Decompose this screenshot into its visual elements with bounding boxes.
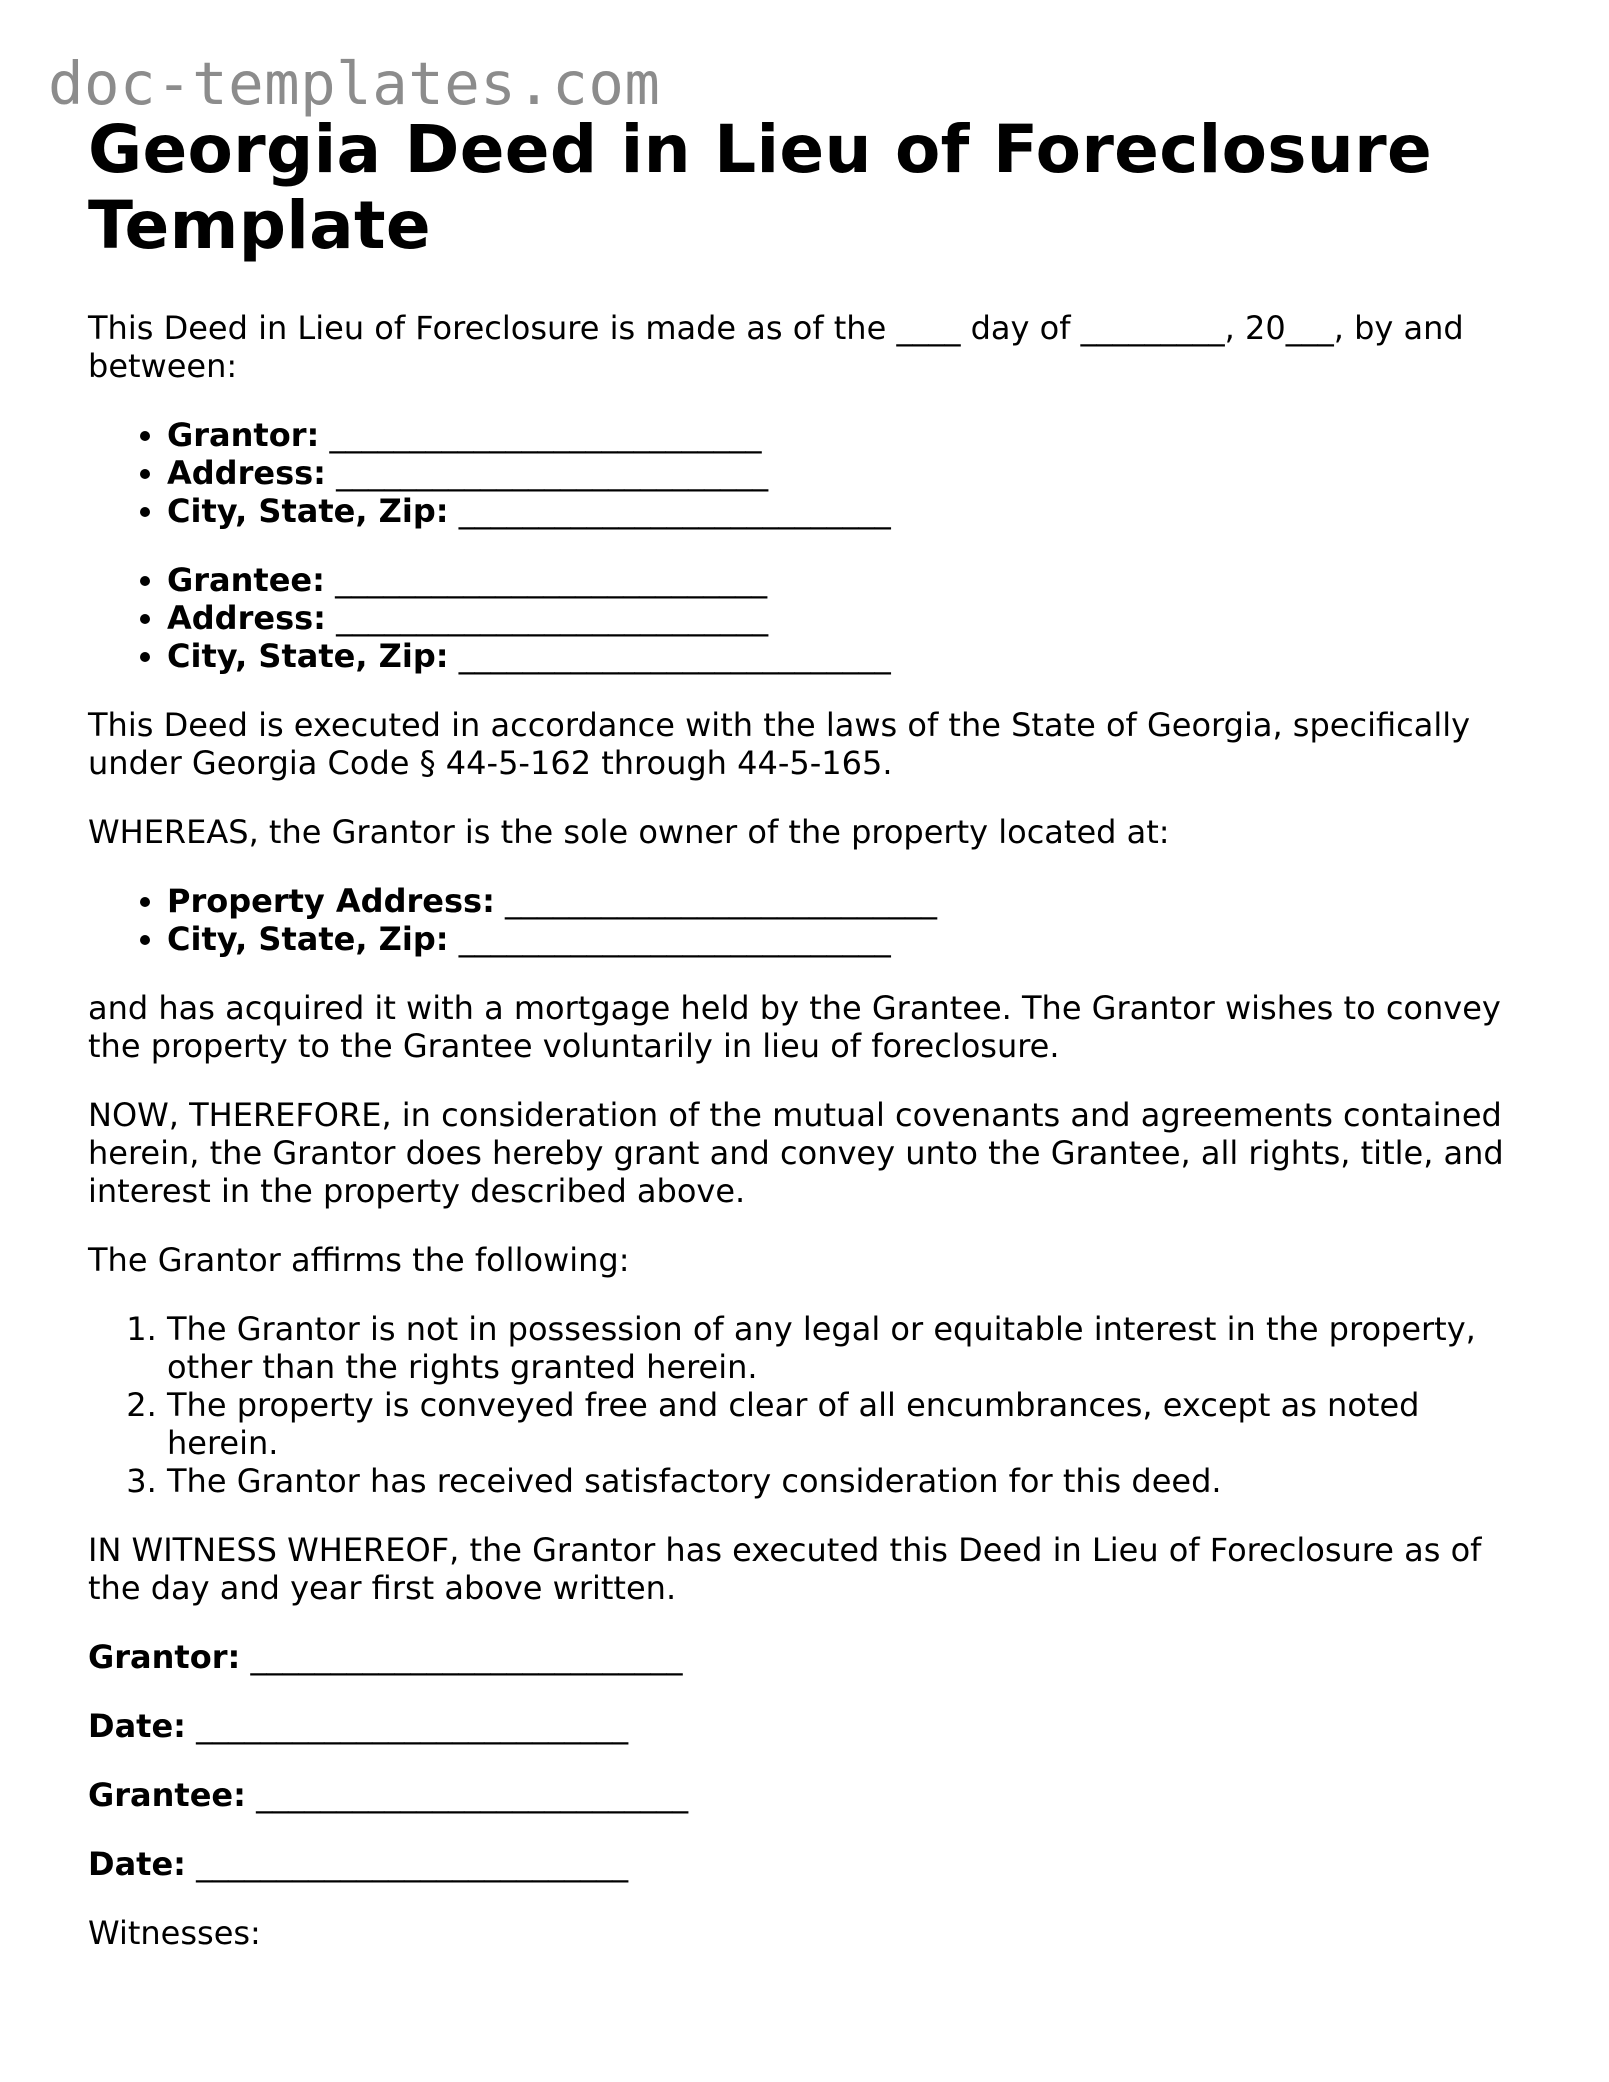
field-label: Grantor: (167, 416, 320, 454)
signature-blank: ___________________________ (250, 1638, 683, 1676)
field-blank: ___________________________ (458, 637, 891, 675)
intro-paragraph: This Deed in Lieu of Foreclosure is made as of the ____ day of _________, 20___, by and between: (88, 309, 1464, 385)
field-blank: ___________________________ (458, 920, 891, 958)
affirmation-item: 3. The Grantor has received satisfactory consideration for this deed. (167, 1462, 1528, 1500)
field-blank: ___________________________ (336, 599, 769, 637)
grantor-signature-line (88, 1638, 1528, 1676)
law-paragraph: This Deed is executed in accordance with the laws of the State of Georgia, specifically under Georgia Code § 44-5-162 through 44-5-165. (88, 706, 1471, 782)
signature-label: Grantor: (88, 1638, 241, 1676)
field-label: Property Address: (167, 882, 495, 920)
signature-label: Date: (88, 1707, 186, 1745)
grantee-signature-line (88, 1776, 1528, 1814)
affirmation-item: 1. The Grantor is not in possession of any legal or equitable interest in the property, other than the rights granted herein. (167, 1310, 1528, 1386)
signature-blank: ___________________________ (196, 1707, 629, 1745)
field-label: City, State, Zip: (167, 920, 449, 958)
signature-label: Date: (88, 1845, 186, 1883)
field-label: Grantee: (167, 561, 325, 599)
property-city-field (167, 920, 1528, 958)
field-blank: ___________________________ (329, 416, 762, 454)
grantee-address-field (167, 599, 1528, 637)
field-label: City, State, Zip: (167, 492, 449, 530)
grantor-name-field (167, 416, 1528, 454)
witness-paragraph: IN WITNESS WHEREOF, the Grantor has executed this Deed in Lieu of Foreclosure as of the day and year first above written. (88, 1531, 1482, 1607)
grantor-city-field (167, 492, 1528, 530)
therefore-paragraph: NOW, THEREFORE, in consideration of the mutual covenants and agreements contained herein, the Grantor does hereby grant and convey unto the Grantee, all rights, title, and interest in the property described above. (88, 1096, 1504, 1210)
grantee-name-field (167, 561, 1528, 599)
grantee-field-list (88, 561, 1528, 675)
grantee-city-field (167, 637, 1528, 675)
field-label: Address: (167, 454, 326, 492)
field-label: Address: (167, 599, 326, 637)
grantee-date-line (88, 1845, 1528, 1883)
property-address-field (167, 882, 1528, 920)
document-title: Georgia Deed in Lieu of Foreclosure Template (88, 111, 1433, 264)
grantor-date-line (88, 1707, 1528, 1745)
field-blank: ___________________________ (336, 454, 769, 492)
field-blank: ___________________________ (505, 882, 938, 920)
signature-label: Grantee: (88, 1776, 246, 1814)
affirmation-item: 2. The property is conveyed free and clear of all encumbrances, except as noted herein. (167, 1386, 1528, 1462)
watermark-text: doc-templates.com (48, 49, 661, 118)
affirms-paragraph: The Grantor affirms the following: (88, 1241, 630, 1279)
document-page (88, 112, 1528, 1952)
grantor-field-list (88, 416, 1528, 530)
signature-blank: ___________________________ (196, 1845, 629, 1883)
whereas-paragraph: WHEREAS, the Grantor is the sole owner of the property located at: (88, 813, 1170, 851)
witnesses-label: Witnesses: (88, 1914, 261, 1952)
property-field-list (88, 882, 1528, 958)
field-blank: ___________________________ (458, 492, 891, 530)
affirmation-list (88, 1310, 1528, 1500)
field-blank: ___________________________ (335, 561, 768, 599)
field-label: City, State, Zip: (167, 637, 449, 675)
mortgage-paragraph: and has acquired it with a mortgage held by the Grantee. The Grantor wishes to convey the property to the Grantee voluntarily in lieu of foreclosure. (88, 989, 1501, 1065)
grantor-address-field (167, 454, 1528, 492)
signature-blank: ___________________________ (256, 1776, 689, 1814)
